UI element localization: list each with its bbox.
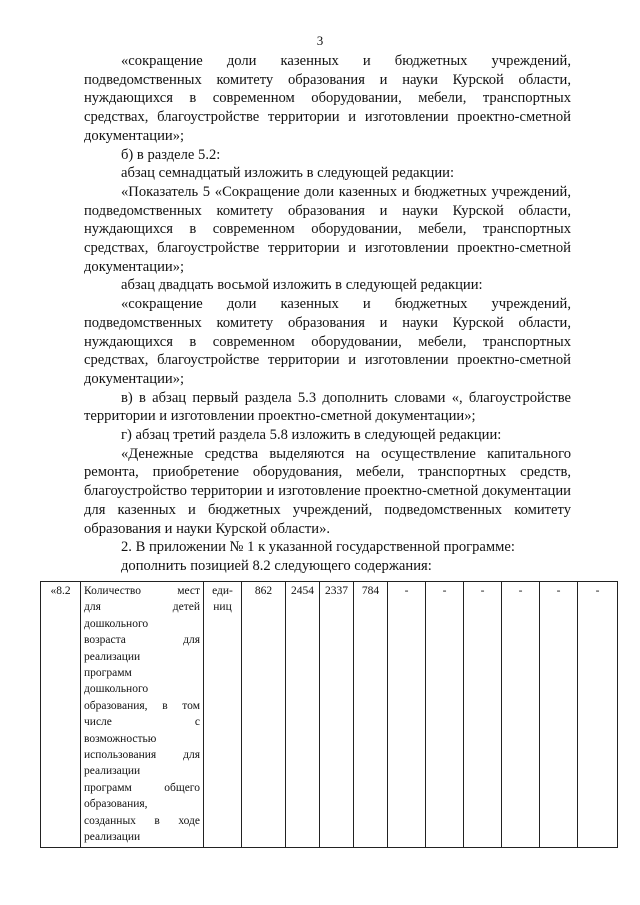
paragraph-10: 2. В приложении № 1 к указанной государственной программе: bbox=[121, 539, 515, 556]
indicator-name-line: дошкольного bbox=[84, 617, 149, 630]
indicator-table bbox=[40, 581, 600, 848]
paragraph-1: «сокращение доли казенных и бюджетных учреждений, подведомственных комитету образования и науки Курской области, нуждающихся в современном оборудовании, мебели, транспортных средствах, благоустройстве территории и изготовлении проектно-сметной документации»; bbox=[84, 53, 571, 144]
unit-line: еди- bbox=[212, 585, 233, 597]
table-row bbox=[41, 582, 618, 848]
indicator-name-line: возможностью bbox=[84, 732, 157, 745]
paragraph-6: «сокращение доли казенных и бюджетных учреждений, подведомственных комитету образования и науки Курской области, нуждающихся в современном оборудовании, мебели, транспортных средствах, благоустройстве территории и изготовлении проектно-сметной документации»; bbox=[84, 296, 571, 387]
indicator-name-line: образования, bbox=[84, 798, 148, 811]
paragraph-2: б) в разделе 5.2: bbox=[121, 146, 221, 163]
indicator-name-line: образования, в том bbox=[84, 699, 200, 712]
indicator-name-line: дошкольного bbox=[84, 683, 149, 696]
page-number: 3 bbox=[316, 33, 324, 48]
paragraph-4: «Показатель 5 «Сокращение доли казенных и бюджетных учреждений, подведомственных комитету образования и науки Курской области, нуждающихся в современном оборудовании, мебели, транспортных средствах, благоустройстве территории и изготовлении проектно-сметной документации»; bbox=[84, 183, 571, 275]
value-cell: 862 bbox=[242, 582, 286, 848]
paragraph-3: абзац семнадцатый изложить в следующей редакции: bbox=[121, 165, 455, 182]
indicator-name-line: реализации bbox=[84, 650, 141, 663]
unit-line: ниц bbox=[213, 601, 232, 614]
value-cell: - bbox=[464, 582, 502, 848]
unit-cell bbox=[204, 582, 242, 848]
indicator-name-line: числе с bbox=[84, 716, 200, 729]
indicator-name-cell bbox=[81, 582, 204, 848]
indicator-name-line: Количество мест bbox=[84, 585, 200, 597]
indicator-name-line: использования для bbox=[84, 749, 200, 762]
indicator-name-line: возраста для bbox=[84, 634, 200, 647]
indicator-name-line: для детей bbox=[84, 601, 200, 614]
value-cell: - bbox=[540, 582, 578, 848]
row-number-cell: «8.2 bbox=[41, 582, 81, 848]
paragraph-9: «Денежные средства выделяются на осуществление капитального ремонта, приобретение оборудования, мебели, транспортных средств, благоустройство территории и изготовление проектно-сметной документации для казенных и бюджетных учреждений, подведомственных комитету образования и науки Курской области». bbox=[84, 445, 571, 537]
value-cell: - bbox=[578, 582, 618, 848]
paragraph-11: дополнить позицией 8.2 следующего содержания: bbox=[121, 557, 432, 574]
value-cell: 784 bbox=[354, 582, 388, 848]
document-body bbox=[84, 52, 571, 576]
value-cell: 2454 bbox=[286, 582, 320, 848]
indicator-name-line: программ bbox=[84, 667, 132, 680]
value-cell: 2337 bbox=[320, 582, 354, 848]
indicator-name-line: реализации bbox=[84, 831, 141, 844]
indicator-name-line: программ общего bbox=[84, 781, 200, 794]
paragraph-8: г) абзац третий раздела 5.8 изложить в следующей редакции: bbox=[121, 427, 502, 444]
paragraph-5: абзац двадцать восьмой изложить в следующей редакции: bbox=[121, 277, 483, 294]
paragraph-7: в) в абзац первый раздела 5.3 дополнить словами «, благоустройстве территории и изготовлении проектно-сметной документации»; bbox=[84, 389, 571, 425]
value-cell: - bbox=[426, 582, 464, 848]
indicator-name-line: созданных в ходе bbox=[84, 814, 200, 827]
value-cell: - bbox=[388, 582, 426, 848]
indicator-table-grid bbox=[40, 581, 618, 848]
value-cell: - bbox=[502, 582, 540, 848]
indicator-name-line: реализации bbox=[84, 765, 141, 778]
